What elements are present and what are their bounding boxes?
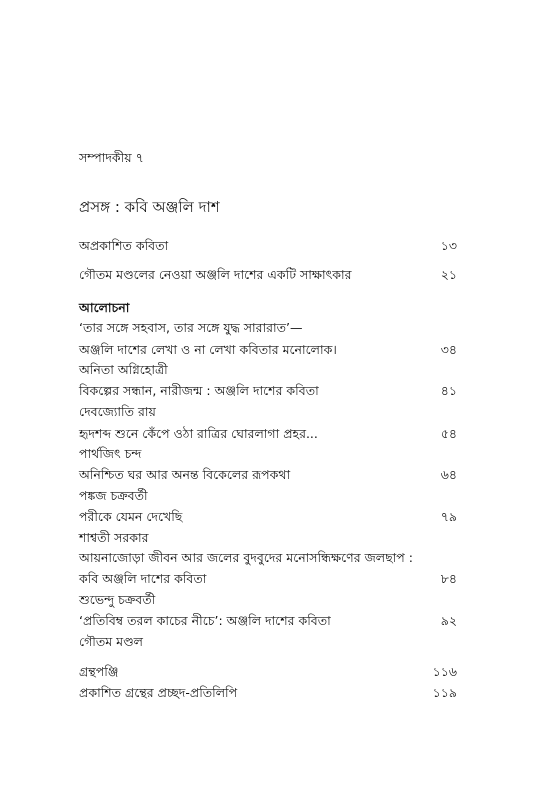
- toc-line-page: ৬৪: [440, 467, 457, 482]
- toc-line: পরীকে যেমন দেখেছি: [79, 509, 183, 524]
- toc-line-page: ৮৪: [440, 571, 457, 586]
- editorial-entry: সম্পাদকীয় ৭: [79, 150, 144, 165]
- discussion-heading: আলোচনা: [79, 300, 130, 315]
- toc-line-page: ৪১: [440, 383, 457, 398]
- toc-entry-page: ১১৬: [432, 664, 457, 679]
- toc-line: বিকল্পের সন্ধান, নারীজন্ম : অঞ্জলি দাশের কবিতা: [79, 383, 319, 398]
- toc-line: হৃদশব্দ শুনে কেঁপে ওঠা রাত্রির ঘোরলাগা প্রহর...: [79, 426, 318, 441]
- author-line: শুভেন্দু চক্রবর্তী: [79, 592, 156, 607]
- toc-line-page: ৭৯: [440, 509, 457, 524]
- toc-line: ‘প্রতিবিম্ব তরল কাচের নীচে’: অঞ্জলি দাশের কবিতা: [79, 613, 331, 628]
- toc-entry-title: অপ্রকাশিত কবিতা: [79, 238, 169, 253]
- toc-line: আয়নাজোড়া জীবন আর জলের বুদবুদের মনোসন্ধিক্ষণের জলছাপ :: [79, 550, 413, 565]
- author-line: গৌতম মণ্ডল: [79, 634, 143, 649]
- toc-line: অনিশ্চিত ঘর আর অনন্ত বিকেলের রূপকথা: [79, 467, 291, 482]
- toc-line-page: ৩৪: [440, 342, 457, 357]
- toc-line: অঞ্জলি দাশের লেখা ও না লেখা কবিতার মনোলোক।: [79, 342, 337, 357]
- author-line: পঙ্কজ চক্রবর্তী: [79, 488, 148, 503]
- toc-line-page: ৯২: [440, 613, 457, 628]
- toc-entry-page: ২১: [440, 267, 457, 282]
- toc-line: ‘তার সঙ্গে সহবাস, তার সঙ্গে যুদ্ধ সারারাত’—: [79, 320, 303, 335]
- toc-line: কবি অঞ্জলি দাশের কবিতা: [79, 571, 207, 586]
- toc-entry-title: গৌতম মণ্ডলের নেওয়া অঞ্জলি দাশের একটি সাক্ষাৎকার: [79, 267, 352, 282]
- author-line: শাশ্বতী সরকার: [79, 530, 149, 545]
- section-title: প্রসঙ্গ : কবি অঞ্জলি দাশ: [79, 198, 220, 216]
- toc-entry-page: ১১৯: [432, 685, 457, 700]
- toc-entry-title: গ্রন্থপঞ্জি: [79, 664, 119, 679]
- author-line: দেবজ্যোতি রায়: [79, 404, 156, 419]
- author-line: পার্থজিৎ চন্দ: [79, 446, 142, 461]
- toc-entry-page: ১৩: [440, 238, 457, 253]
- toc-line-page: ৫৪: [440, 426, 457, 441]
- toc-entry-title: প্রকাশিত গ্রন্থের প্রচ্ছদ-প্রতিলিপি: [79, 685, 238, 700]
- author-line: অনিতা অগ্নিহোত্রী: [79, 362, 168, 377]
